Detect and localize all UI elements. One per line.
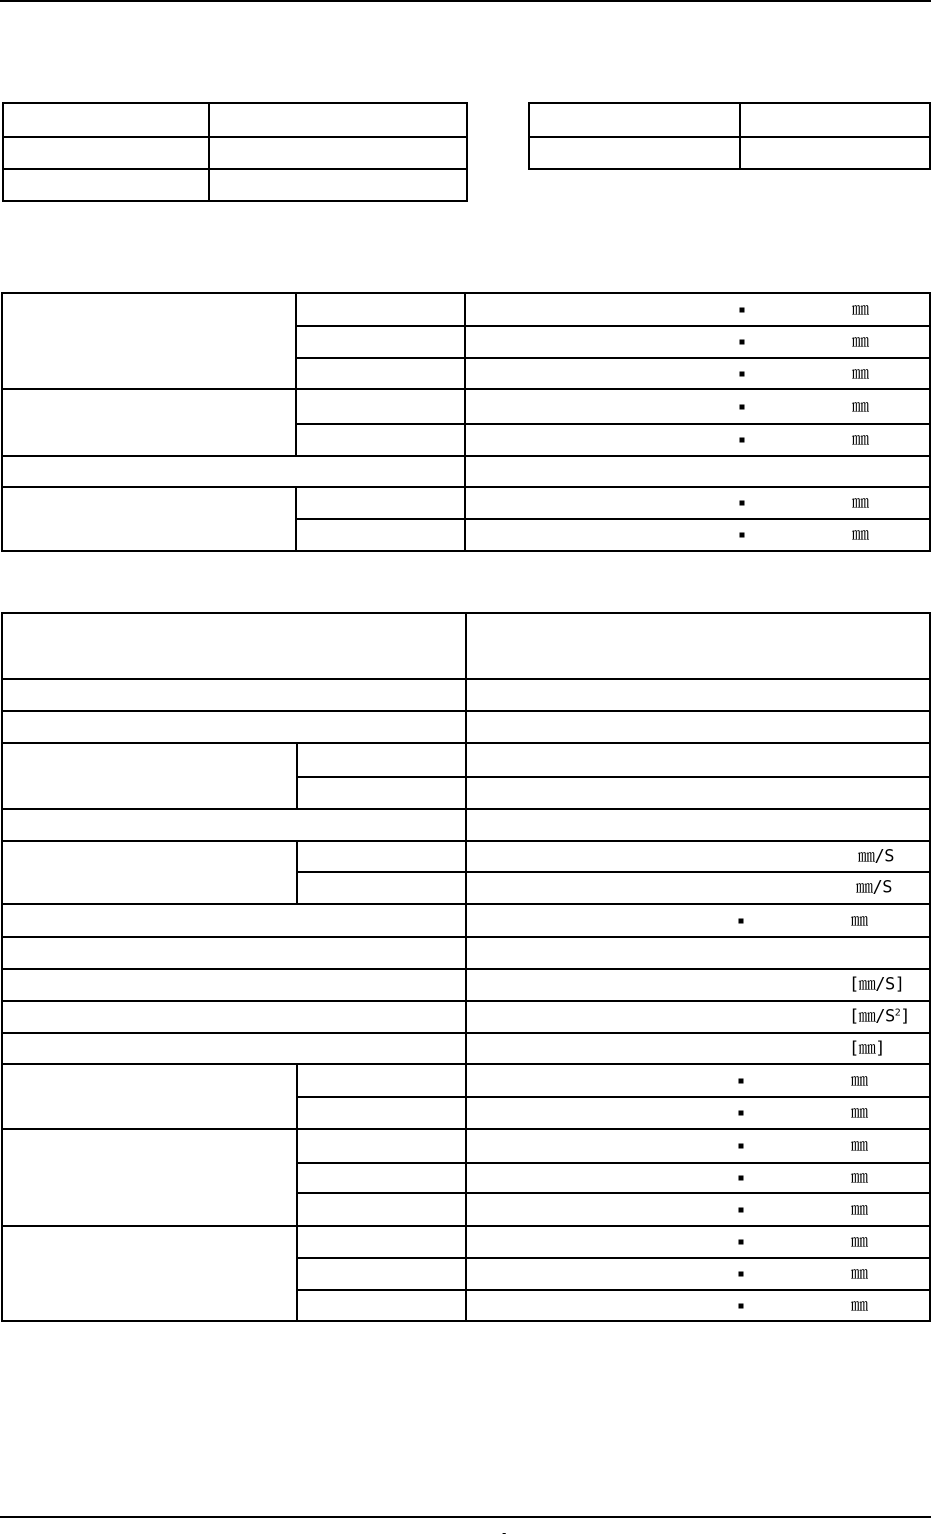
unit-label-superscript: 2 [894, 1007, 901, 1019]
group-label-cell [2, 389, 296, 456]
decimal-point [739, 1111, 744, 1116]
page-number: - [502, 1526, 507, 1540]
unit-label: ㎜ [851, 1263, 868, 1284]
bottom-rule [0, 1516, 931, 1518]
value-cell[interactable] [465, 424, 930, 456]
unit-label: ㎜ [851, 1231, 868, 1252]
unit-label: ㎜ [852, 299, 869, 319]
value-cell[interactable] [465, 389, 930, 424]
unit-label: ㎜ [851, 1070, 868, 1090]
value-cell[interactable] [466, 777, 930, 809]
unit-label: ㎜ [851, 1135, 868, 1156]
row-label-cell [2, 937, 466, 969]
group-label-cell [2, 487, 296, 551]
item-label-cell [297, 777, 466, 809]
value-cell[interactable] [466, 1129, 930, 1163]
group-label-cell [2, 293, 296, 389]
field-input-cell[interactable] [209, 103, 467, 137]
unit-label: ㎜ [852, 492, 869, 513]
value-cell[interactable] [465, 456, 930, 487]
unit-label: ㎜ [851, 1167, 868, 1188]
unit-label: ㎜ [852, 363, 869, 383]
row-label-cell [2, 711, 466, 743]
unit-label: ㎜ [852, 331, 869, 352]
item-label-cell [297, 1064, 466, 1097]
item-label-cell [296, 389, 465, 424]
decimal-point [740, 371, 745, 376]
value-cell[interactable] [466, 743, 930, 777]
value-cell[interactable] [466, 1033, 930, 1064]
row-label-cell [2, 456, 465, 487]
header-label-cell [2, 613, 466, 679]
value-cell[interactable] [466, 969, 930, 1001]
value-cell[interactable] [466, 1290, 930, 1321]
unit-label: ㎜ [852, 396, 869, 416]
decimal-point [739, 1078, 744, 1083]
value-cell[interactable] [466, 1064, 930, 1097]
unit-label: ㎜ [851, 1199, 868, 1219]
item-label-cell [296, 293, 465, 326]
field-input-cell[interactable] [209, 169, 467, 201]
item-label-cell [296, 358, 465, 389]
row-label-cell [2, 1001, 466, 1033]
header-info-table-right [528, 102, 931, 170]
item-label-cell [296, 519, 465, 551]
item-label-cell [297, 1129, 466, 1163]
value-cell[interactable] [466, 809, 930, 841]
value-cell[interactable] [465, 487, 930, 519]
group-label-cell [2, 743, 297, 809]
value-cell[interactable] [465, 358, 930, 389]
value-cell[interactable] [466, 872, 930, 904]
item-label-cell [297, 1163, 466, 1193]
value-cell[interactable] [465, 519, 930, 551]
header-value-cell [466, 613, 930, 679]
field-label-cell [529, 103, 740, 137]
unit-label: ㎜ [851, 1102, 868, 1123]
item-label-cell [297, 1097, 466, 1129]
field-label-cell [3, 103, 209, 137]
value-cell[interactable] [466, 1193, 930, 1226]
decimal-point [740, 340, 745, 345]
unit-label: ㎜ [852, 429, 869, 450]
group-label-cell [2, 1129, 297, 1226]
value-cell[interactable] [466, 679, 930, 711]
field-label-cell [3, 169, 209, 201]
unit-label: [㎜/S] [849, 974, 905, 995]
decimal-point [739, 1144, 744, 1149]
top-rule [0, 0, 931, 2]
decimal-point [740, 533, 745, 538]
unit-label: ㎜ [851, 1295, 868, 1315]
decimal-point [739, 1303, 744, 1308]
value-cell[interactable] [466, 1258, 930, 1290]
value-cell[interactable] [465, 326, 930, 358]
row-label-cell [2, 679, 466, 711]
item-label-cell [296, 424, 465, 456]
field-input-cell[interactable] [209, 137, 467, 169]
group-label-cell [2, 1226, 297, 1321]
decimal-point [740, 307, 745, 312]
value-cell[interactable] [466, 1226, 930, 1258]
value-cell[interactable] [466, 1001, 930, 1033]
unit-label-start: [㎜/S [849, 1006, 895, 1027]
value-cell[interactable] [466, 1163, 930, 1193]
row-label-cell [2, 1033, 466, 1064]
settings-table [1, 612, 931, 1322]
decimal-point [739, 1240, 744, 1245]
value-cell[interactable] [466, 711, 930, 743]
decimal-point [740, 501, 745, 506]
field-input-cell[interactable] [740, 103, 930, 137]
decimal-point [739, 1176, 744, 1181]
item-label-cell [296, 326, 465, 358]
decimal-point [740, 438, 745, 443]
unit-label: ㎜ [851, 910, 868, 930]
value-cell[interactable] [465, 293, 930, 326]
header-info-table-left [2, 102, 468, 202]
unit-label: ㎜ [852, 524, 869, 545]
dimension-table [1, 292, 931, 552]
value-cell[interactable] [466, 904, 930, 937]
value-cell[interactable] [466, 937, 930, 969]
unit-label: [㎜] [849, 1038, 885, 1058]
item-label-cell [296, 487, 465, 519]
decimal-point [739, 1207, 744, 1212]
decimal-point [739, 1272, 744, 1277]
item-label-cell [297, 1193, 466, 1226]
item-label-cell [297, 1226, 466, 1258]
value-cell[interactable] [466, 1097, 930, 1129]
unit-label [849, 1006, 910, 1027]
row-label-cell [2, 969, 466, 1001]
group-label-cell [2, 841, 297, 904]
row-label-cell [2, 904, 466, 937]
field-input-cell[interactable] [740, 137, 930, 169]
group-label-cell [2, 1064, 297, 1129]
decimal-point [739, 918, 744, 923]
value-cell[interactable] [466, 841, 930, 872]
row-label-cell [2, 809, 466, 841]
unit-label: ㎜/S [856, 877, 892, 898]
unit-label-end: ] [900, 1006, 910, 1027]
field-label-cell [529, 137, 740, 169]
item-label-cell [297, 841, 466, 872]
field-label-cell [3, 137, 209, 169]
item-label-cell [297, 1290, 466, 1321]
item-label-cell [297, 872, 466, 904]
decimal-point [740, 404, 745, 409]
item-label-cell [297, 1258, 466, 1290]
unit-label: ㎜/S [858, 846, 894, 866]
item-label-cell [297, 743, 466, 777]
